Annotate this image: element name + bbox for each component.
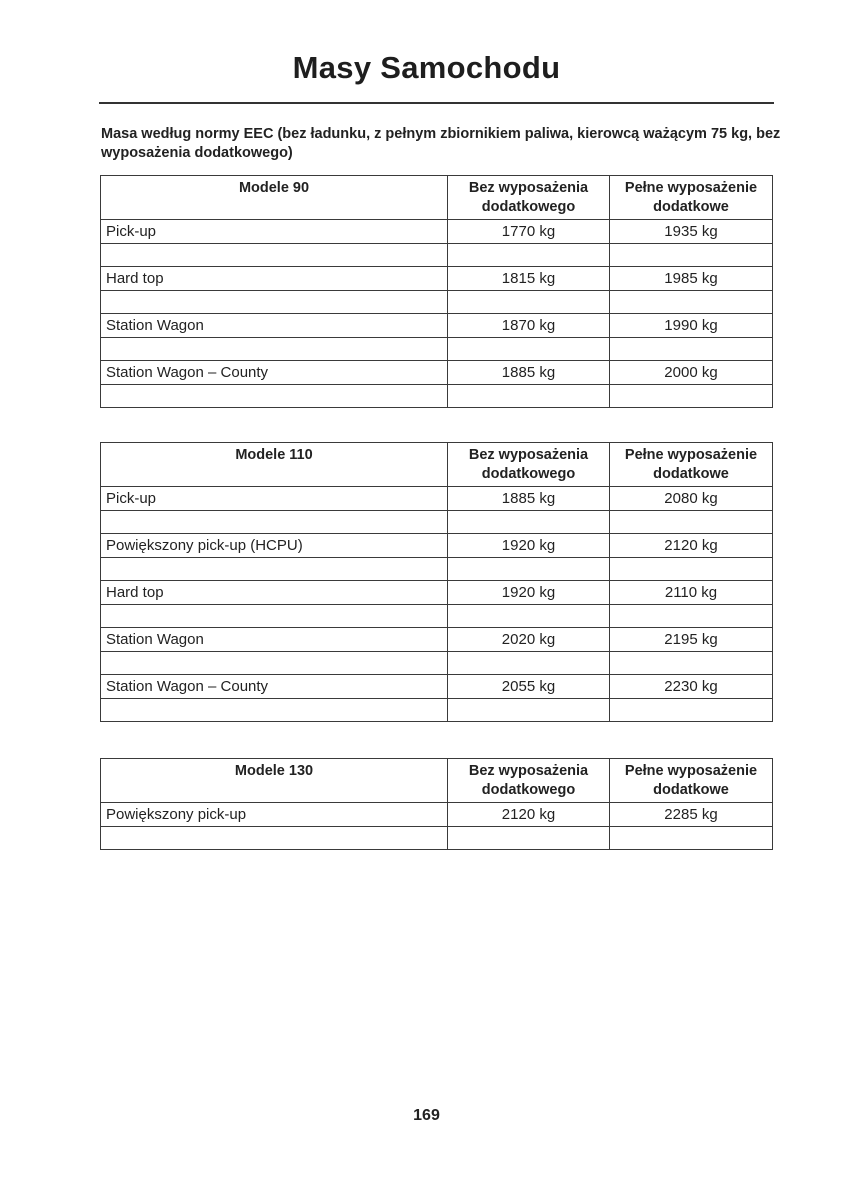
table-heading: Modele 90 — [101, 176, 448, 220]
table-row — [101, 803, 773, 827]
spacer-row — [101, 291, 773, 314]
mass-base: 2020 kg — [448, 628, 610, 652]
model-name: Powiększony pick-up — [101, 803, 448, 827]
mass-base: 2120 kg — [448, 803, 610, 827]
table-modele-90 — [100, 175, 773, 408]
column-header-full-equipment: Pełne wyposażenie dodatkowe — [610, 176, 773, 220]
mass-base: 1815 kg — [448, 267, 610, 291]
mass-full: 2080 kg — [610, 487, 773, 511]
spacer-row — [101, 827, 773, 850]
mass-full: 1990 kg — [610, 314, 773, 338]
column-header-without-equipment: Bez wyposażenia dodatkowego — [448, 443, 610, 487]
table-row — [101, 267, 773, 291]
table-row — [101, 581, 773, 605]
model-name: Station Wagon — [101, 628, 448, 652]
model-name: Hard top — [101, 581, 448, 605]
column-header-without-equipment: Bez wyposażenia dodatkowego — [448, 176, 610, 220]
spacer-row — [101, 605, 773, 628]
intro-text: Masa według normy EEC (bez ładunku, z pełnym zbiornikiem paliwa, kierowcą ważącym 75 kg, bez wyposażenia dodatkowego) — [101, 126, 781, 161]
mass-base: 1885 kg — [448, 361, 610, 385]
model-name: Pick-up — [101, 220, 448, 244]
mass-full: 1935 kg — [610, 220, 773, 244]
spacer-row — [101, 558, 773, 581]
column-header-without-equipment: Bez wyposażenia dodatkowego — [448, 759, 610, 803]
page-number: 169 — [413, 1107, 440, 1124]
table-row — [101, 675, 773, 699]
spacer-row — [101, 699, 773, 722]
model-name: Station Wagon — [101, 314, 448, 338]
table-header-row — [101, 759, 773, 803]
table-row — [101, 534, 773, 558]
column-header-full-equipment: Pełne wyposażenie dodatkowe — [610, 443, 773, 487]
table-row — [101, 361, 773, 385]
mass-base: 2055 kg — [448, 675, 610, 699]
mass-full: 2285 kg — [610, 803, 773, 827]
mass-full: 2000 kg — [610, 361, 773, 385]
table-row — [101, 314, 773, 338]
spacer-row — [101, 511, 773, 534]
table-modele-110 — [100, 442, 773, 722]
mass-full: 1985 kg — [610, 267, 773, 291]
model-name: Hard top — [101, 267, 448, 291]
mass-base: 1885 kg — [448, 487, 610, 511]
column-header-full-equipment: Pełne wyposażenie dodatkowe — [610, 759, 773, 803]
model-name: Station Wagon – County — [101, 675, 448, 699]
mass-base: 1920 kg — [448, 534, 610, 558]
model-name: Pick-up — [101, 487, 448, 511]
table-modele-130 — [100, 758, 773, 850]
table-heading: Modele 110 — [101, 443, 448, 487]
mass-full: 2120 kg — [610, 534, 773, 558]
mass-base: 1920 kg — [448, 581, 610, 605]
mass-full: 2110 kg — [610, 581, 773, 605]
table-heading: Modele 130 — [101, 759, 448, 803]
mass-base: 1770 kg — [448, 220, 610, 244]
spacer-row — [101, 244, 773, 267]
table-row — [101, 628, 773, 652]
table-row — [101, 220, 773, 244]
model-name: Powiększony pick-up (HCPU) — [101, 534, 448, 558]
table-header-row — [101, 176, 773, 220]
spacer-row — [101, 385, 773, 408]
title-divider — [99, 102, 774, 104]
mass-full: 2230 kg — [610, 675, 773, 699]
table-row — [101, 487, 773, 511]
table-header-row — [101, 443, 773, 487]
mass-full: 2195 kg — [610, 628, 773, 652]
spacer-row — [101, 652, 773, 675]
mass-base: 1870 kg — [448, 314, 610, 338]
spacer-row — [101, 338, 773, 361]
model-name: Station Wagon – County — [101, 361, 448, 385]
page-title: Masy Samochodu — [292, 50, 561, 85]
